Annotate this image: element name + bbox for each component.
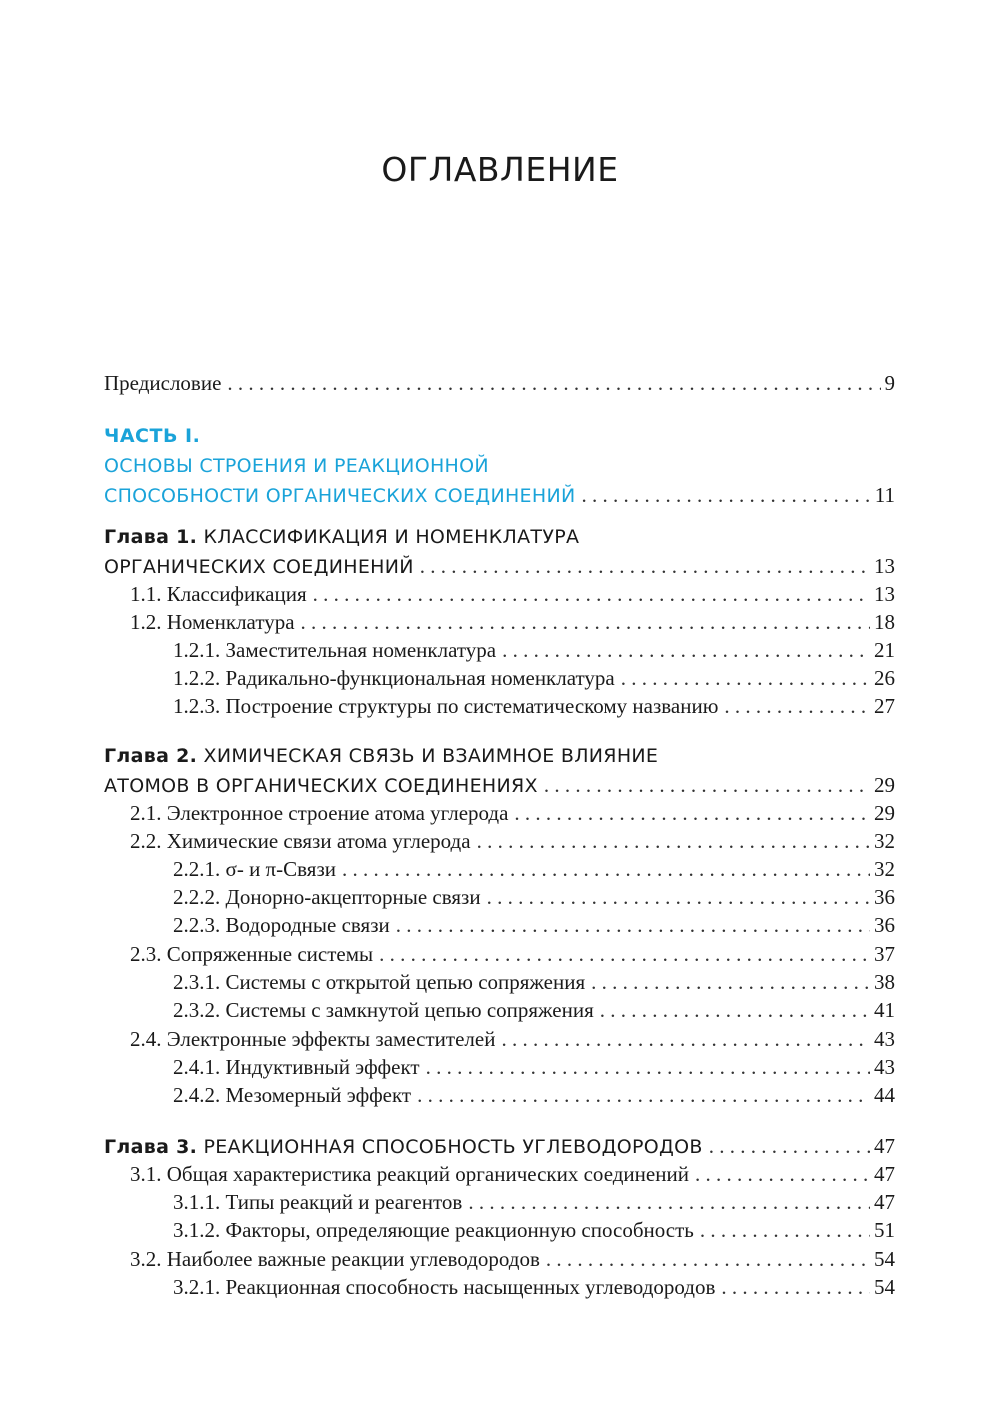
chapter-2-heading	[104, 741, 658, 771]
toc-entry-number: 2.2.	[130, 829, 162, 853]
chapter-3-heading	[104, 1132, 703, 1162]
toc-page-number: 26	[874, 666, 895, 690]
chapter-title-line-1: ХИМИЧЕСКАЯ СВЯЗЬ И ВЗАИМНОЕ ВЛИЯНИЕ	[203, 745, 659, 767]
toc-entry-preface[interactable]	[104, 368, 895, 398]
dot-leader	[477, 826, 870, 856]
toc-page-number: 37	[874, 942, 895, 966]
dot-leader	[546, 1244, 870, 1274]
toc-entry[interactable]	[130, 1244, 895, 1274]
dot-leader	[487, 882, 870, 912]
toc-entry-label: Заместительная номенклатура	[225, 638, 497, 662]
dot-leader	[621, 663, 870, 693]
dot-leader	[420, 551, 870, 581]
toc-page-number: 29	[874, 773, 895, 797]
toc-entry-label: Донорно-акцепторные связи	[225, 885, 481, 909]
toc-entry-number: 1.2.2.	[173, 666, 221, 690]
toc-entry-label: Водородные связи	[225, 913, 390, 937]
toc-entry[interactable]	[130, 1024, 895, 1054]
toc-entry[interactable]	[130, 939, 895, 969]
dot-leader	[227, 368, 880, 398]
toc-entry-number: 3.1.	[130, 1162, 162, 1186]
dot-leader	[700, 1215, 870, 1245]
toc-entry[interactable]	[173, 854, 895, 884]
toc-entry-number: 2.3.1.	[173, 970, 221, 994]
toc-page-number: 21	[874, 638, 895, 662]
toc-entry-number: 2.4.1.	[173, 1055, 221, 1079]
toc-entry-label: Системы с замкнутой цепью сопряжения	[225, 998, 594, 1022]
toc-entry-label: Номенклатура	[166, 610, 295, 634]
toc-entry-label: Построение структуры по систематическому названию	[225, 694, 719, 718]
toc-entry-number: 3.2.	[130, 1247, 162, 1271]
toc-entry[interactable]	[173, 995, 895, 1025]
toc-entry-label: Классификация	[166, 582, 307, 606]
toc-page-number: 38	[874, 970, 895, 994]
dot-leader	[468, 1187, 870, 1217]
toc-page-number: 32	[874, 857, 895, 881]
toc-entry-number: 2.2.3.	[173, 913, 221, 937]
toc-entry-number: 1.1.	[130, 582, 162, 606]
toc-entry[interactable]	[130, 1159, 895, 1189]
toc-entry-label: Реакционная способность насыщенных углеводородов	[225, 1275, 716, 1299]
chapter-title-line-2: ОРГАНИЧЕСКИХ СОЕДИНЕНИЙ	[104, 556, 414, 578]
toc-entry[interactable]	[173, 691, 895, 721]
dot-leader	[501, 1024, 870, 1054]
toc-page-number: 54	[874, 1275, 895, 1299]
toc-entry[interactable]	[130, 798, 895, 828]
toc-entry-number: 1.2.	[130, 610, 162, 634]
toc-entry-number: 2.4.2.	[173, 1083, 221, 1107]
dot-leader	[396, 910, 870, 940]
toc-entry[interactable]	[173, 910, 895, 940]
toc-page-number: 51	[874, 1218, 895, 1242]
toc-entry-label: Предисловие	[104, 371, 222, 395]
toc-page-number: 36	[874, 885, 895, 909]
toc-entry-chapter-3[interactable]	[104, 1131, 895, 1161]
dot-leader	[600, 995, 870, 1025]
dot-leader	[544, 770, 870, 800]
toc-entry-label: Индуктивный эффект	[225, 1055, 420, 1079]
toc-entry-chapter-2[interactable]	[104, 770, 895, 800]
dot-leader	[591, 967, 870, 997]
page-title: ОГЛАВЛЕНИЕ	[381, 150, 619, 189]
toc-entry-number: 2.2.2.	[173, 885, 221, 909]
part-title-line-2: СПОСОБНОСТИ ОРГАНИЧЕСКИХ СОЕДИНЕНИЙ	[104, 485, 576, 507]
toc-entry-label: Наиболее важные реакции углеводородов	[166, 1247, 540, 1271]
toc-entry[interactable]	[173, 635, 895, 665]
chapter-prefix: Глава 2.	[104, 745, 198, 767]
dot-leader	[417, 1080, 870, 1110]
toc-page-number: 47	[874, 1134, 895, 1158]
toc-entry-label: σ- и π-Связи	[225, 857, 336, 881]
toc-entry-label: Радикально-функциональная номенклатура	[225, 666, 615, 690]
toc-page-number: 47	[874, 1190, 895, 1214]
toc-page-number: 13	[874, 554, 895, 578]
chapter-prefix: Глава 1.	[104, 526, 198, 548]
dot-leader	[514, 798, 870, 828]
toc-entry-number: 2.3.2.	[173, 998, 221, 1022]
toc-entry-label: Сопряженные системы	[166, 942, 374, 966]
dot-leader	[301, 607, 870, 637]
toc-entry[interactable]	[173, 1080, 895, 1110]
toc-entry-part-1[interactable]	[104, 480, 895, 510]
toc-page-number: 47	[874, 1162, 895, 1186]
toc-entry[interactable]	[173, 1187, 895, 1217]
toc-entry-number: 3.1.2.	[173, 1218, 221, 1242]
toc-page-number: 36	[874, 913, 895, 937]
chapter-title-line-1: КЛАССИФИКАЦИЯ И НОМЕНКЛАТУРА	[203, 526, 580, 548]
dot-leader	[709, 1131, 870, 1161]
toc-entry-label: Химические связи атома углерода	[166, 829, 471, 853]
toc-entry-label: Системы с открытой цепью сопряжения	[225, 970, 586, 994]
toc-entry-label: Электронные эффекты заместителей	[166, 1027, 496, 1051]
toc-page-number: 43	[874, 1055, 895, 1079]
toc-page-number: 43	[874, 1027, 895, 1051]
toc-entry-number: 2.1.	[130, 801, 162, 825]
dot-leader	[581, 480, 870, 510]
toc-entry[interactable]	[130, 607, 895, 637]
toc-entry-label: Мезомерный эффект	[225, 1083, 412, 1107]
toc-page-number: 13	[874, 582, 895, 606]
toc-entry[interactable]	[173, 1272, 895, 1302]
dot-leader	[721, 1272, 870, 1302]
toc-entry-chapter-1[interactable]	[104, 551, 895, 581]
toc-entry-label: Электронное строение атома углерода	[166, 801, 509, 825]
dot-leader	[724, 691, 870, 721]
dot-leader	[502, 635, 870, 665]
dot-leader	[426, 1052, 870, 1082]
toc-entry[interactable]	[173, 882, 895, 912]
chapter-title-line-1: РЕАКЦИОННАЯ СПОСОБНОСТЬ УГЛЕВОДОРОДОВ	[203, 1136, 703, 1158]
toc-entry-number: 1.2.3.	[173, 694, 221, 718]
dot-leader	[379, 939, 870, 969]
toc-page-number: 9	[884, 371, 895, 395]
toc-entry[interactable]	[130, 826, 895, 856]
toc-entry-number: 3.2.1.	[173, 1275, 221, 1299]
part-title-line-1: ОСНОВЫ СТРОЕНИЯ И РЕАКЦИОННОЙ	[104, 455, 489, 477]
toc-page-number: 11	[874, 483, 895, 507]
toc-page-number: 32	[874, 829, 895, 853]
toc-entry-number: 1.2.1.	[173, 638, 221, 662]
toc-entry-number: 2.3.	[130, 942, 162, 966]
toc-page-number: 41	[874, 998, 895, 1022]
chapter-prefix: Глава 3.	[104, 1136, 198, 1158]
toc-page-number: 27	[874, 694, 895, 718]
toc-entry[interactable]	[173, 967, 895, 997]
toc-entry-number: 2.2.1.	[173, 857, 221, 881]
toc-entry-number: 2.4.	[130, 1027, 162, 1051]
toc-page-number: 44	[874, 1083, 895, 1107]
toc-entry[interactable]	[173, 1052, 895, 1082]
toc-entry[interactable]	[130, 579, 895, 609]
chapter-1-heading	[104, 522, 579, 552]
toc-entry[interactable]	[173, 1215, 895, 1245]
toc-page-number: 29	[874, 801, 895, 825]
part-heading: ЧАСТЬ I.	[104, 425, 201, 447]
toc-entry-number: 3.1.1.	[173, 1190, 221, 1214]
toc-entry-label: Типы реакций и реагентов	[225, 1190, 463, 1214]
dot-leader	[313, 579, 870, 609]
toc-page-number: 54	[874, 1247, 895, 1271]
toc-entry[interactable]	[173, 663, 895, 693]
toc-entry-label: Общая характеристика реакций органических соединений	[166, 1162, 689, 1186]
toc-page-number: 18	[874, 610, 895, 634]
toc-entry-label: Факторы, определяющие реакционную способность	[225, 1218, 694, 1242]
dot-leader	[695, 1159, 870, 1189]
chapter-title-line-2: АТОМОВ В ОРГАНИЧЕСКИХ СОЕДИНЕНИЯХ	[104, 775, 538, 797]
dot-leader	[342, 854, 870, 884]
